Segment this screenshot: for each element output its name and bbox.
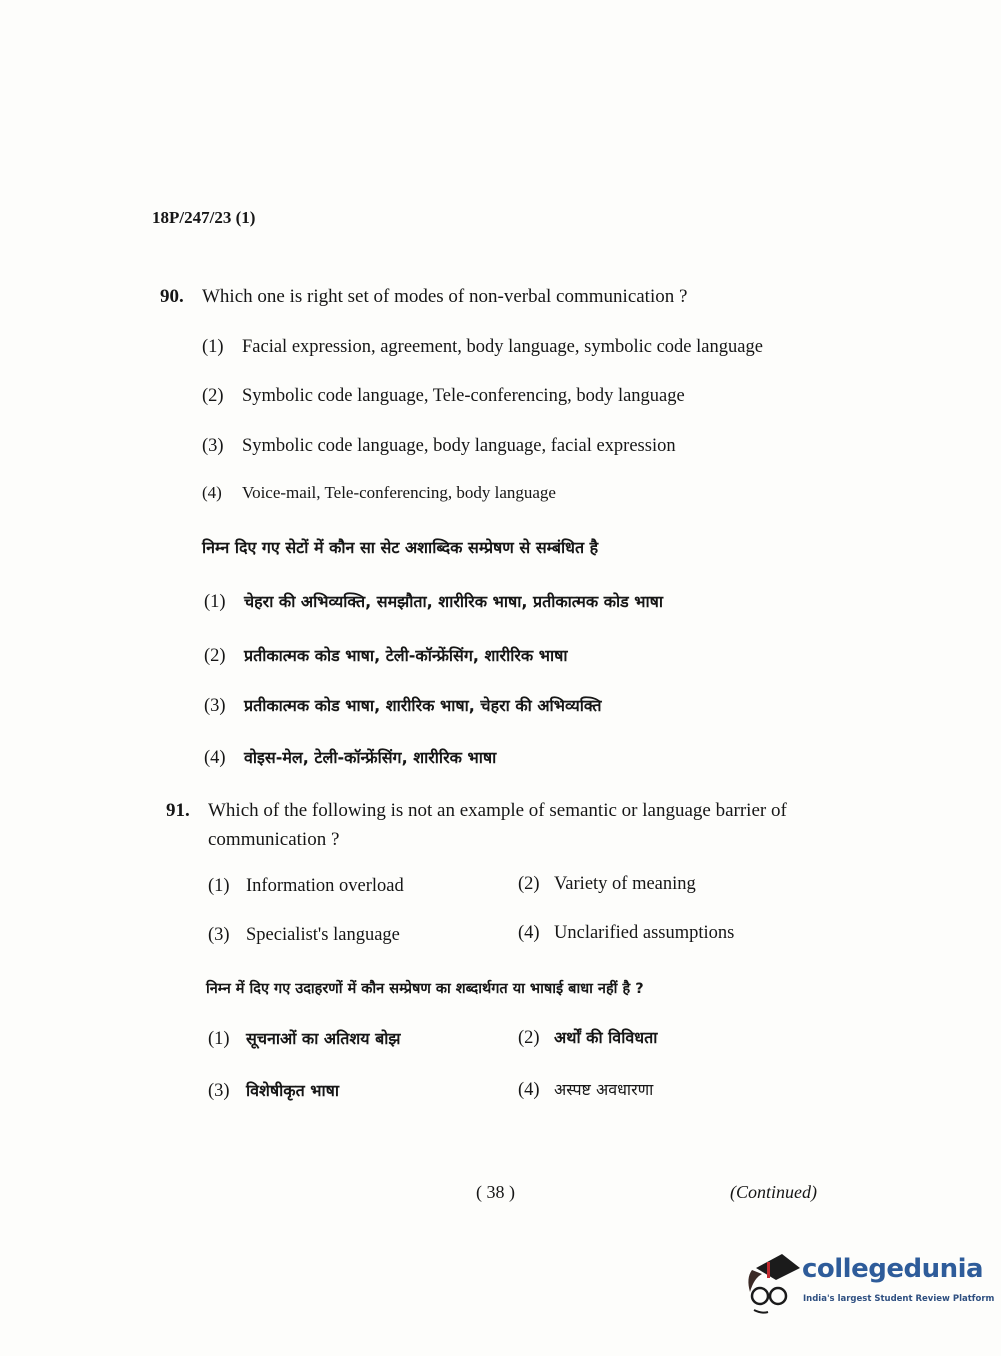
option-number: (4) (518, 1080, 540, 1100)
option-text: वोइस-मेल, टेली-कॉन्फ्रेंसिंग, शारीरिक भाषा (244, 748, 497, 767)
q90-option-1 (202, 337, 763, 358)
q91-option-2 (518, 874, 696, 895)
q91-hindi-option-3 (208, 1079, 339, 1102)
option-text: अस्पष्ट अवधारणा (554, 1080, 654, 1099)
option-text: Information overload (246, 876, 404, 896)
option-number: (1) (208, 876, 230, 896)
paper-code: 18P/247/23 (1) (152, 208, 256, 227)
option-number: (3) (208, 1081, 230, 1101)
question-text: Which one is right set of modes of non-verbal communication ? (202, 286, 688, 307)
option-number: (1) (208, 1029, 230, 1049)
option-text: Voice-mail, Tele-conferencing, body language (242, 483, 556, 502)
option-number: (3) (204, 696, 226, 716)
option-number: (3) (202, 436, 224, 456)
question-text: Which of the following is not an example of semantic or language barrier of (208, 800, 787, 821)
q91-hindi-option-4 (518, 1078, 653, 1101)
q91-option-3 (208, 925, 400, 946)
option-text: विशेषीकृत भाषा (246, 1081, 340, 1100)
option-text: Facial expression, agreement, body language, symbolic code language (242, 337, 763, 357)
option-text: प्रतीकात्मक कोड भाषा, टेली-कॉन्फ्रेंसिंग, शारीरिक भाषा (244, 646, 568, 665)
q90-hindi-text: निम्न दिए गए सेटों में कौन सा सेट अशाब्दिक सम्प्रेषण से सम्बंधित है (202, 538, 599, 557)
q91-hindi-option-2 (518, 1026, 657, 1049)
brand-tagline: India's largest Student Review Platform (803, 1294, 995, 1304)
continued-label: (Continued) (730, 1182, 817, 1202)
q91-hindi-text: निम्न में दिए गए उदाहरणों में कौन सम्प्रेषण का शब्दार्थगत या भाषाई बाधा नहीं है ? (206, 981, 644, 997)
q90-option-2 (202, 386, 685, 407)
q91-option-1 (208, 876, 404, 897)
option-number: (4) (518, 923, 540, 943)
option-number: (4) (204, 748, 226, 768)
option-text: अर्थों की विविधता (554, 1028, 658, 1047)
q90-hindi-option-3 (204, 694, 602, 717)
option-number: (1) (204, 592, 226, 612)
option-text: Specialist's language (246, 925, 400, 945)
question-91-line2: communication ? (208, 829, 340, 850)
mascot-icon (742, 1248, 802, 1320)
option-number: (2) (202, 386, 224, 406)
question-91 (166, 800, 787, 822)
collegedunia-logo (742, 1248, 995, 1320)
q90-hindi-option-4 (204, 746, 496, 769)
page-number: ( 38 ) (476, 1182, 515, 1202)
option-text: सूचनाओं का अतिशय बोझ (246, 1029, 401, 1048)
option-text: Symbolic code language, body language, facial expression (242, 436, 676, 456)
q90-option-3 (202, 436, 676, 457)
question-90 (160, 286, 687, 308)
option-number: (3) (208, 925, 230, 945)
option-text: चेहरा की अभिव्यक्ति, समझौता, शारीरिक भाषा, प्रतीकात्मक कोड भाषा (244, 592, 664, 611)
q91-hindi-option-1 (208, 1027, 401, 1050)
brand-name: collegedunia (802, 1254, 984, 1284)
option-text: प्रतीकात्मक कोड भाषा, शारीरिक भाषा, चेहरा की अभिव्यक्ति (244, 696, 602, 715)
option-number: (1) (202, 337, 224, 357)
option-number: (2) (518, 1028, 540, 1048)
question-number: 90. (160, 286, 184, 307)
question-number: 91. (166, 800, 190, 821)
option-text: Variety of meaning (554, 874, 696, 894)
option-text: Unclarified assumptions (554, 923, 735, 943)
q91-option-4 (518, 923, 734, 944)
option-text: Symbolic code language, Tele-conferencing, body language (242, 386, 685, 406)
q90-option-4 (202, 483, 556, 503)
option-number: (2) (518, 874, 540, 894)
q90-hindi-option-1 (204, 590, 663, 613)
q90-hindi-option-2 (204, 644, 568, 667)
option-number: (4) (202, 483, 222, 502)
option-number: (2) (204, 646, 226, 666)
